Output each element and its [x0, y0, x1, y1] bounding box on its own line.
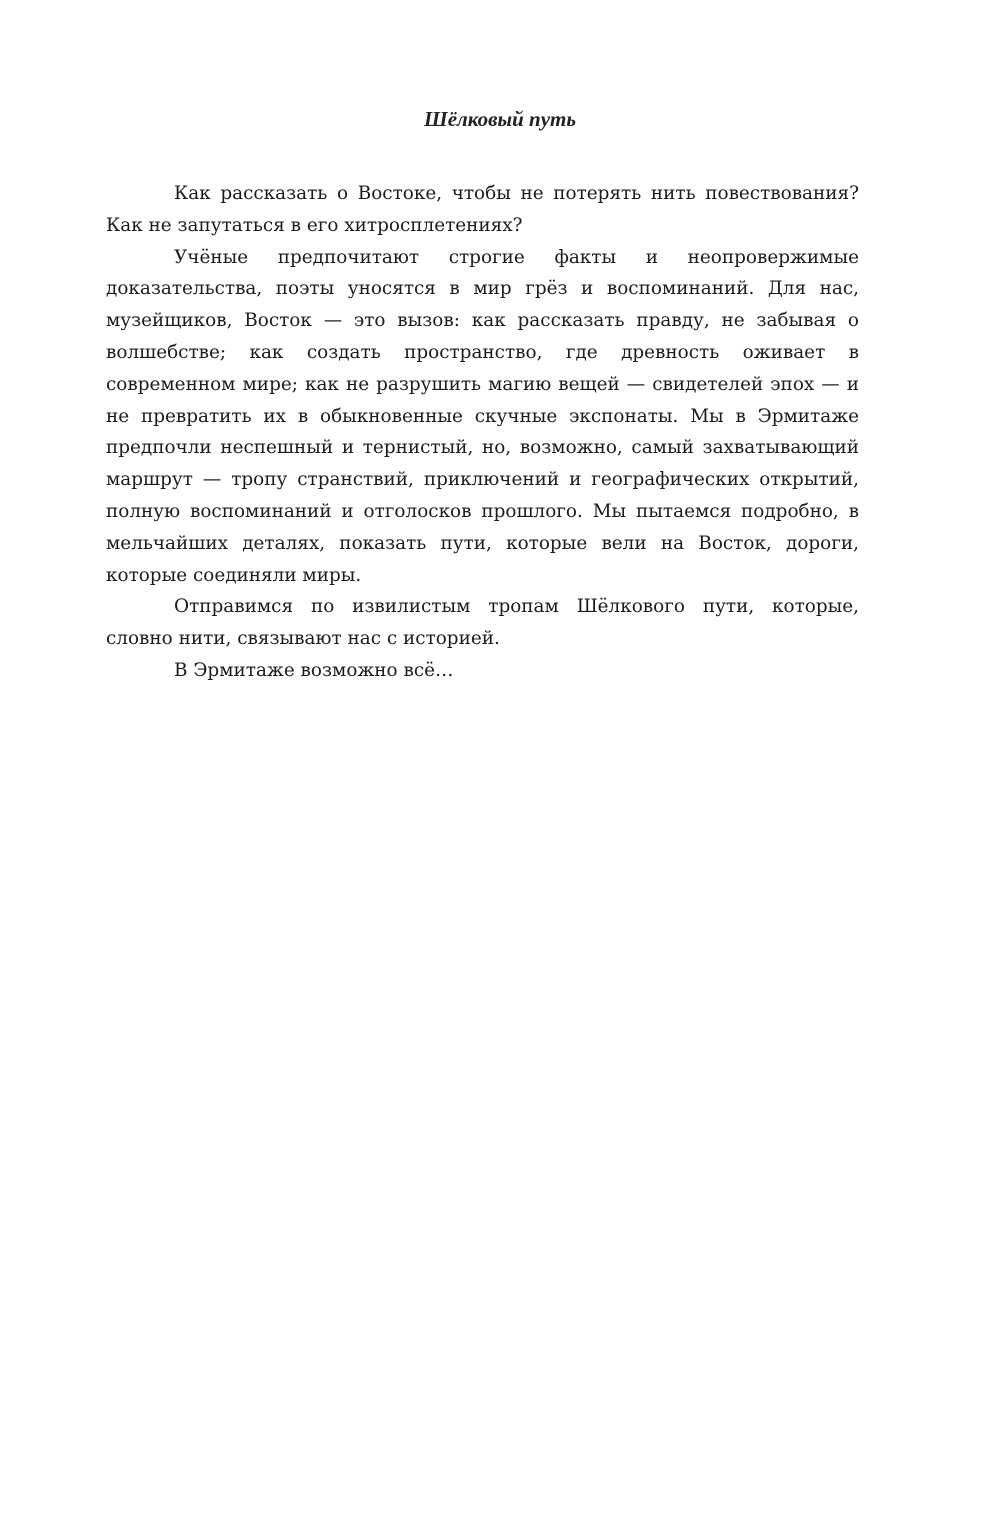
- paragraph-intro-question: Как рассказать о Востоке, чтобы не потерять нить повествования? Как не запутаться в его хитросплетениях?: [106, 183, 859, 236]
- body-text: [106, 178, 859, 687]
- paragraph-scholars-and-museums: Учёные предпочитают строгие факты и неопровержимые доказательства, поэты уносятся в мир грёз и воспоминаний. Для нас, музейщиков, Восток — это вызов: как рассказать правду, не забывая о волшебстве; как создать пространство, где древность оживает в современном мире; как не разрушить магию вещей — свидетелей эпох — и не превратить их в обыкновенные скучные экспонаты. Мы в Эрмитаже предпочли неспешный и тернистый, но, возможно, самый захватывающий маршрут — тропу странствий, приключений и географических открытий, полную воспоминаний и отголосков прошлого. Мы пытаемся подробно, в мельчайших деталях, показать пути, которые вели на Восток, дороги, которые соединяли миры.: [106, 246, 859, 586]
- paragraph-hermitage-closing: В Эрмитаже возможно всё…: [174, 659, 454, 681]
- running-head-title: Шёлковый путь: [424, 107, 576, 131]
- paragraph-silk-road-paths: Отправимся по извилистым тропам Шёлкового пути, которые, словно нити, связывают нас с историей.: [106, 596, 859, 650]
